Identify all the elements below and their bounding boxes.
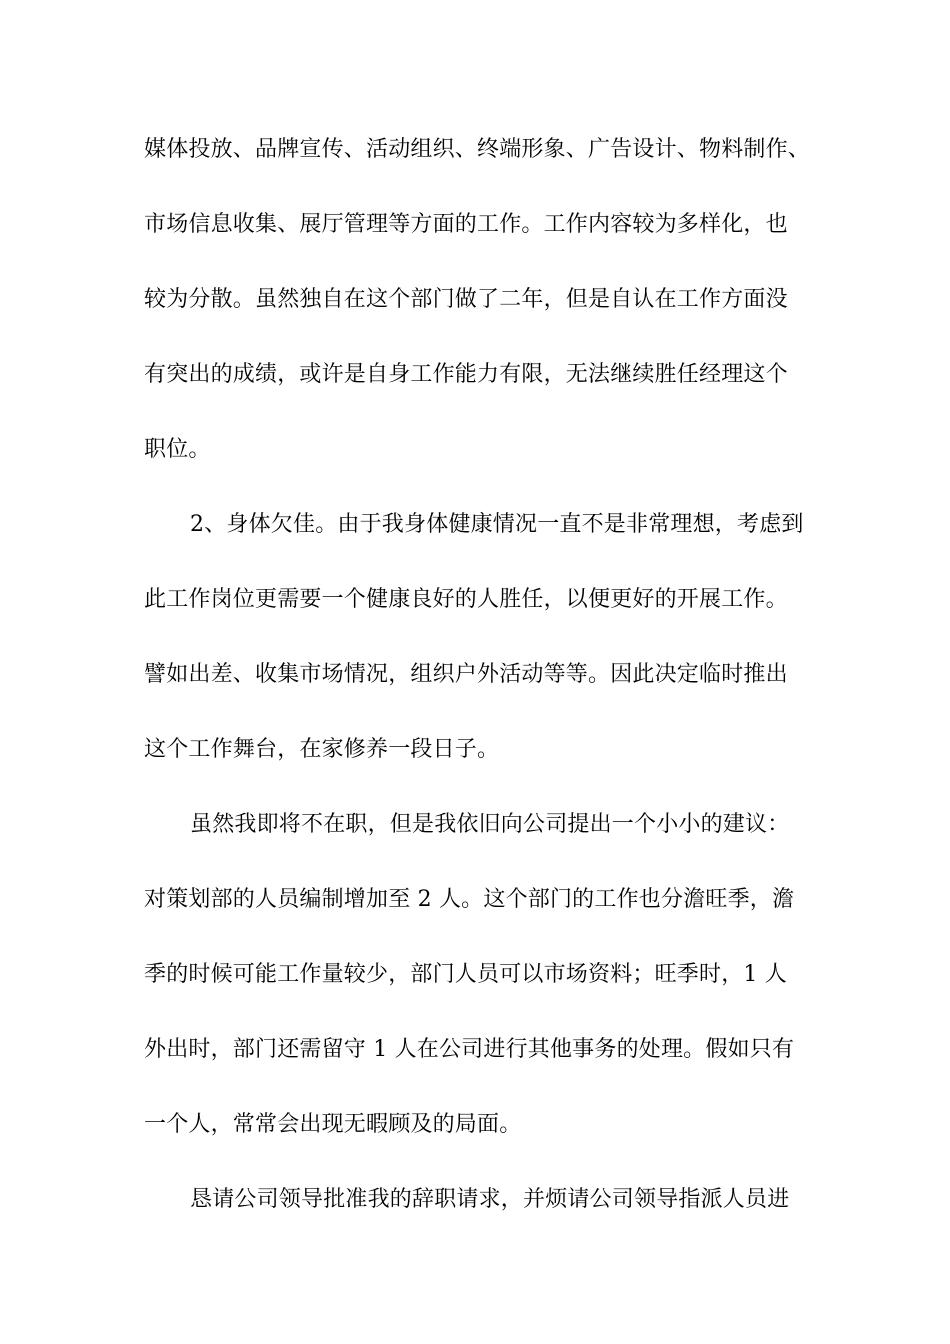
text-line-7: 此工作岗位更需要一个健康良好的人胜任，以便更好的开展工作。 <box>144 587 788 612</box>
text-line-12: 季的时候可能工作量较少，部门人员可以市场资料；旺季时，1 人 <box>144 962 787 987</box>
text-line-4: 有突出的成绩，或许是自身工作能力有限，无法继续胜任经理这个 <box>144 362 788 387</box>
text-line-6: 2、身体欠佳。由于我身体健康情况一直不是非常理想，考虑到 <box>190 512 804 537</box>
text-line-1: 媒体投放、品牌宣传、活动组织、终端形象、广告设计、物料制作、 <box>144 137 811 162</box>
text-line-13: 外出时，部门还需留守 1 人在公司进行其他事务的处理。假如只有 <box>144 1037 795 1062</box>
text-line-3: 较为分散。虽然独自在这个部门做了二年，但是自认在工作方面没 <box>144 287 788 312</box>
text-line-15: 恳请公司领导批准我的辞职请求，并烦请公司领导指派人员进 <box>190 1187 790 1212</box>
text-line-8: 譬如出差、收集市场情况，组织户外活动等等。因此决定临时推出 <box>144 662 788 687</box>
text-line-5: 职位。 <box>144 437 211 462</box>
text-line-14: 一个人，常常会出现无暇顾及的局面。 <box>144 1112 522 1137</box>
text-line-9: 这个工作舞台，在家修养一段日子。 <box>144 737 500 762</box>
text-line-11: 对策划部的人员编制增加至 2 人。这个部门的工作也分澹旺季，澹 <box>144 887 795 912</box>
text-line-10: 虽然我即将不在职，但是我依旧向公司提出一个小小的建议： <box>190 812 790 837</box>
text-line-2: 市场信息收集、展厅管理等方面的工作。工作内容较为多样化，也 <box>144 212 788 237</box>
